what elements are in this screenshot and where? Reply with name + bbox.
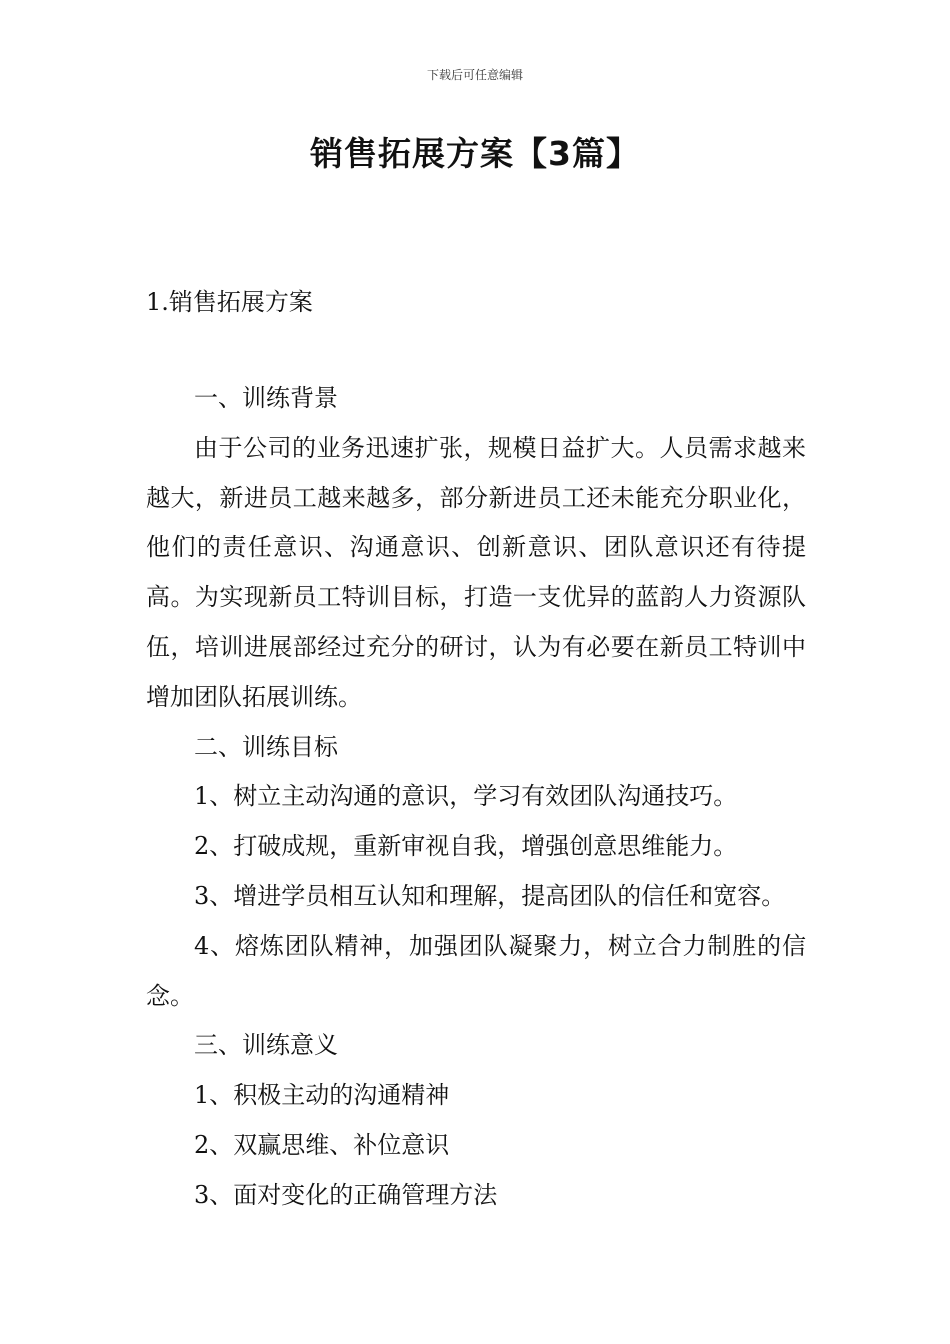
heading-training-significance: 三、训练意义 <box>194 1031 338 1060</box>
significance-item: 3、面对变化的正确管理方法 <box>194 1180 498 1209</box>
section-heading: 1.销售拓展方案 <box>146 288 313 316</box>
goal-item: 1、树立主动沟通的意识，学习有效团队沟通技巧。 <box>194 782 738 811</box>
document-title: 销售拓展方案【3篇】 <box>310 134 640 173</box>
goal-item: 4、熔炼团队精神，加强团队凝聚力，树立合力制胜的信念。 <box>146 931 806 1010</box>
significance-item: 1、积极主动的沟通精神 <box>194 1081 450 1110</box>
significance-item: 2、双赢思维、补位意识 <box>194 1130 450 1159</box>
goal-item: 3、增进学员相互认知和理解，提高团队的信任和宽容。 <box>194 881 786 910</box>
goal-item: 2、打破成规，重新审视自我，增强创意思维能力。 <box>194 832 738 861</box>
heading-training-goals: 二、训练目标 <box>194 732 338 761</box>
header-note: 下载后可任意编辑 <box>426 68 523 82</box>
paragraph-background: 由于公司的业务迅速扩张，规模日益扩大。人员需求越来越大，新进员工越来越多，部分新进员工还未能充分职业化，他们的责任意识、沟通意识、创新意识、团队意识还有待提高。为实现新员工特训目标，打造一支优异的蓝韵人力资源队伍，培训进展部经过充分的研讨，认为有必要在新员工特训中增加团队拓展训练。 <box>146 433 806 711</box>
document-body <box>146 374 806 1221</box>
heading-training-background: 一、训练背景 <box>194 384 338 412</box>
